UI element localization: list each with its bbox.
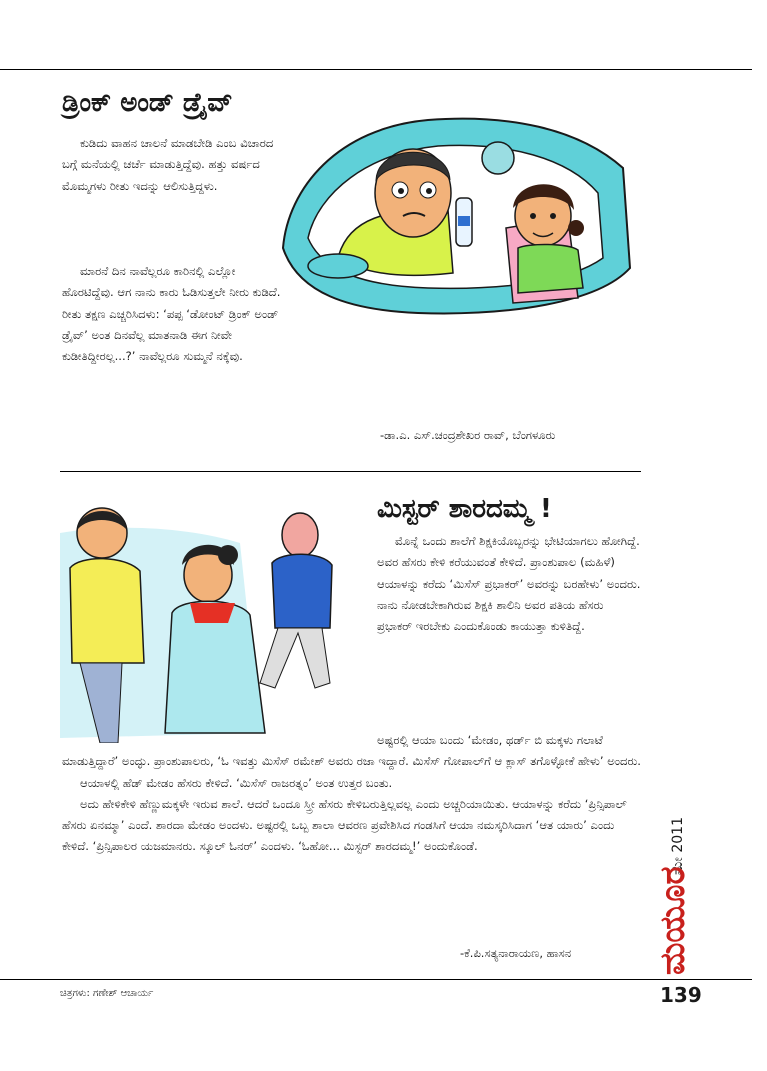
story1-title: ಡ್ರಿಂಕ್ ಅಂಡ್ ಡ್ರೈವ್ xyxy=(62,88,233,118)
story2-body xyxy=(377,531,641,637)
story1-paragraph-2: ಮಾರನೆ ದಿನ ನಾವೆಲ್ಲರೂ ಕಾರಿನಲ್ಲಿ ಎಲ್ಲೋ ಹೊರಟಿದ್ದೆವು. ಆಗ ನಾನು ಕಾರು ಓಡಿಸುತ್ತಲೇ ನೀರು ಕುಡಿದೆ. ರೀತು ತಕ್ಷಣ ಎಚ್ಚರಿಸಿದಳು: ‘ಪಪ್ಪ ‘ಡೋಂಟ್ ಡ್ರಿಂಕ್ ಅಂಡ್ ಡ್ರೈವ್’ ಅಂತ ದಿನವೆಲ್ಲ ಮಾತನಾಡಿ ಈಗ ನೀವೇ ಕುಡೀತಿದ್ದೀರಲ್ಲ...?’ ನಾವೆಲ್ಲರೂ ಸುಮ್ಮನೆ ನಕ್ಕೆವು. xyxy=(62,264,281,364)
story1-paragraph-1: ಕುಡಿದು ವಾಹನ ಚಾಲನೆ ಮಾಡಬೇಡಿ ಎಂಬ ವಿಚಾರದ ಬಗ್ಗೆ ಮನೆಯಲ್ಲಿ ಚರ್ಚೆ ಮಾಡುತ್ತಿದ್ದೆವು. ಹತ್ತು ವರ್ಷದ ಮೊಮ್ಮಗಳು ರೀತು ಇದನ್ನು ಆಲಿಸುತ್ತಿದ್ದಳು. xyxy=(62,136,274,193)
story2-byline: -ಕೆ.ಪಿ.ಸತ್ಯನಾರಾಯಣ, ಹಾಸನ xyxy=(460,946,572,960)
story1-body xyxy=(62,133,282,197)
story1-body-cont xyxy=(62,261,286,367)
story2-paragraph-1: ಮೊನ್ನೆ ಒಂದು ಶಾಲೆಗೆ ಶಿಕ್ಷಕಿಯೊಬ್ಬರನ್ನು ಭೇಟಿಯಾಗಲು ಹೋಗಿದ್ದೆ. ಅವರ ಹೆಸರು ಕೇಳಿ ಕರೆಯುವಂತೆ ಕೇಳಿದೆ. ಪ್ರಾಂಶುಪಾಲ (ಮಹಿಳೆ) ಆಯಾಳನ್ನು ಕರೆದು ‘ಮಿಸೆಸ್ ಪ್ರಭಾಕರ್’ ಅವರನ್ನು ಬರಹೇಳು’ ಅಂದರು. ನಾನು ನೋಡಬೇಕಾಗಿರುವ ಶಿಕ್ಷಕಿ ಶಾಲಿನಿ ಅವರ ಪತಿಯ ಹೆಸರು ಪ್ರಭಾಕರ್ ಇರಬೇಕು ಎಂದುಕೊಂಡು ಕಾಯುತ್ತಾ ಕುಳಿತಿದ್ದೆ. xyxy=(377,534,641,634)
story1-byline: -ಡಾ.ಎ. ಎಸ್.ಚಂದ್ರಶೇಖರ ರಾವ್, ಬೆಂಗಳೂರು xyxy=(380,428,556,442)
top-rule xyxy=(0,69,752,70)
page-number: 139 xyxy=(660,983,702,1007)
issue-date: ಮೇ 2011 xyxy=(670,817,686,875)
story2-title: ಮಿಸ್ಟರ್ ಶಾರದಮ್ಮ ! xyxy=(377,494,552,524)
story2-paragraph-2: ಅಷ್ಟರಲ್ಲಿ ಆಯಾ ಬಂದು ‘ಮೇಡಂ, ಥರ್ಡ್ ಬಿ ಮಕ್ಕಳು ಗಲಾಟೆ ಮಾಡುತ್ತಿದ್ದಾರೆ’ ಅಂದ್ಳು. ಪ್ರಾಂಶುಪಾಲರು, ‘ಓ ಇವತ್ತು ಮಿಸೆಸ್ ರಮೇಶ್ ಅವರು ರಜಾ ಇದ್ದಾರೆ. ಮಿಸೆಸ್ ಗೋಪಾಲ್‌ಗೆ ಆ ಕ್ಲಾಸ್ ತಗೊಳ್ಳೋಕೆ ಹೇಳು’ ಅಂದರು. xyxy=(62,733,641,769)
school-illustration xyxy=(60,493,362,743)
story2-body-cont xyxy=(62,730,641,858)
car-illustration xyxy=(278,98,640,372)
magazine-logo: ಮಯೂರ xyxy=(653,866,693,975)
bottom-rule xyxy=(0,979,752,980)
story2-paragraph-4: ಅದು ಹೇಳಿಕೇಳಿ ಹೆಣ್ಣುಮಕ್ಕಳೇ ಇರುವ ಶಾಲೆ. ಆದರೆ ಒಂದೂ ಸ್ತ್ರೀ ಹೆಸರು ಕೇಳಿಬರುತ್ತಿಲ್ಲವಲ್ಲ ಎಂದು ಅಚ್ಚರಿಯಾಯಿತು. ಆಯಾಳನ್ನು ಕರೆದು ‘ಪ್ರಿನ್ಸಿಪಾಲ್ ಹೆಸರು ಏನಮ್ಮಾ’ ಎಂದೆ. ಶಾರದಾ ಮೇಡಂ ಅಂದಳು. ಅಷ್ಟರಲ್ಲಿ ಒಬ್ಬ ಶಾಲಾ ಆವರಣ ಪ್ರವೇಶಿಸಿದ ಗಂಡಸಿಗೆ ಆಯಾ ನಮಸ್ಕರಿಸಿದಾಗ ‘ಆತ ಯಾರು’ ಎಂದು ಕೇಳಿದೆ. ‘ಪ್ರಿನ್ಸಿಪಾಲರ ಯಜಮಾನರು. ಸ್ಕೂಲ್ ಓನರ್’ ಎಂದಳು. ‘ಓಹೋ... ಮಿಸ್ಟರ್ ಶಾರದಮ್ಮ!’ ಅಂದುಕೊಂಡೆ. xyxy=(62,796,627,854)
middle-rule xyxy=(60,471,641,472)
illustration-credit: ಚಿತ್ರಗಳು: ಗಣೇಶ್ ಆಚಾರ್ಯ xyxy=(60,988,154,999)
story2-paragraph-3: ಆಯಾಳಲ್ಲಿ ಹೆಡ್ ಮೇಡಂ ಹೆಸರು ಕೇಳಿದೆ. ‘ಮಿಸೆಸ್ ರಾಜರತ್ನಂ’ ಅಂತ ಉತ್ತರ ಬಂತು. xyxy=(80,775,393,790)
